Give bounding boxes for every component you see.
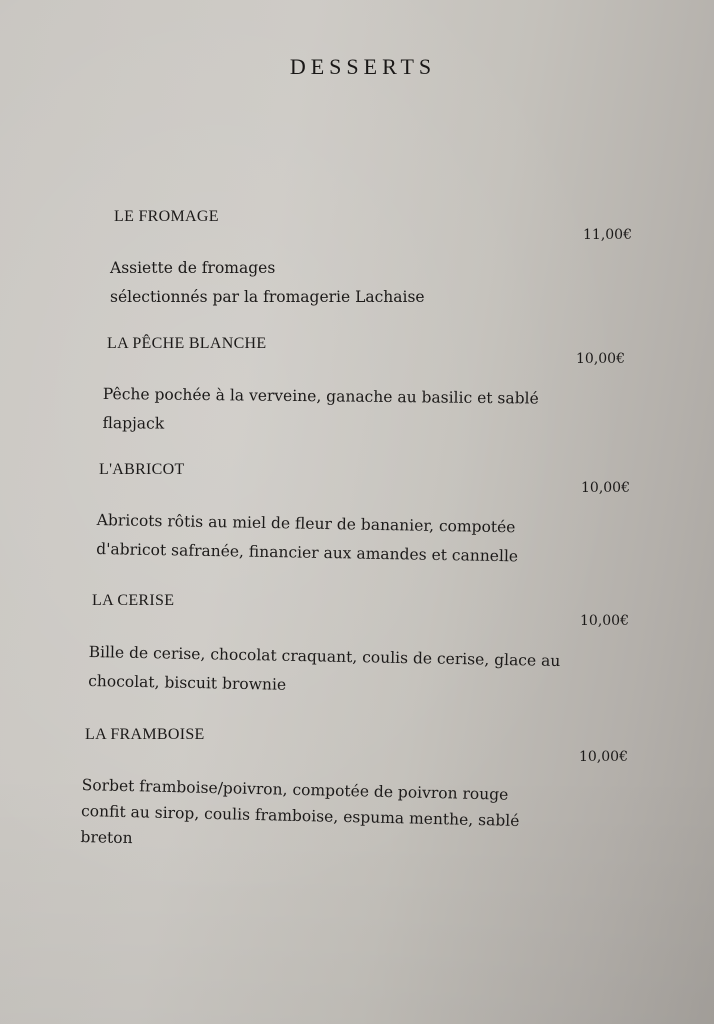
item-price: 10,00€ xyxy=(580,613,629,629)
item-name: LA FRAMBOISE xyxy=(85,726,205,743)
description-line: flapjack xyxy=(102,413,165,433)
description-line: d'abricot safranée, financier aux amandes et cannelle xyxy=(96,539,519,566)
description-line: Assiette de fromages xyxy=(110,259,276,277)
menu-title: DESSERTS xyxy=(289,54,437,79)
item-description xyxy=(102,380,538,443)
item-description xyxy=(88,638,561,705)
item-price: 10,00€ xyxy=(576,351,625,367)
description-line: chocolat, biscuit brownie xyxy=(88,671,287,694)
item-description xyxy=(110,254,425,312)
description-line: sélectionnés par la fromagerie Lachaise xyxy=(110,288,425,306)
description-line: Pêche pochée à la verveine, ganache au basilic et sablé xyxy=(102,384,539,408)
item-description xyxy=(80,772,520,860)
item-name: L'ABRICOT xyxy=(99,461,185,478)
description-line: Abricots rôtis au miel de fleur de bananier, compotée xyxy=(96,510,516,537)
item-price: 10,00€ xyxy=(579,749,628,765)
description-line: breton xyxy=(80,827,133,848)
item-description xyxy=(96,506,519,571)
item-name: LE FROMAGE xyxy=(114,208,219,225)
item-price: 11,00€ xyxy=(583,227,632,243)
item-name: LA CERISE xyxy=(92,592,175,609)
description-line: Bille de cerise, chocolat craquant, coulis de cerise, glace au xyxy=(88,642,561,671)
description-line: Sorbet framboise/poivron, compotée de poivron rouge xyxy=(81,775,509,804)
item-price: 10,00€ xyxy=(581,480,630,496)
item-name: LA PÊCHE BLANCHE xyxy=(107,335,267,352)
description-line: confit au sirop, coulis framboise, espuma menthe, sablé xyxy=(80,801,520,830)
